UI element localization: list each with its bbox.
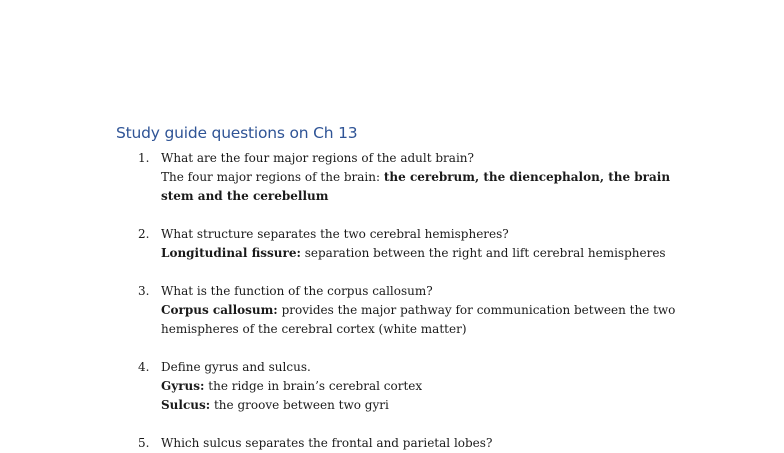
question-text: What are the four major regions of the adult brain? <box>161 151 474 165</box>
answer-text: the groove between two gyri <box>210 398 389 412</box>
answer-term: Gyrus: <box>161 379 205 393</box>
question-text: What is the function of the corpus callosum? <box>161 284 433 298</box>
answer-text: hemispheres of the cerebral cortex (white matter) <box>161 322 467 336</box>
question-number: 5. <box>138 436 150 450</box>
question-text: What structure separates the two cerebral hemispheres? <box>161 227 509 241</box>
answer-line <box>161 396 422 415</box>
question-body <box>161 149 670 206</box>
question-body <box>161 358 422 415</box>
page-title: Study guide questions on Ch 13 <box>116 124 358 142</box>
answer-line <box>161 168 670 187</box>
question-number: 1. <box>138 151 150 165</box>
answer-line <box>161 244 666 263</box>
question-number: 2. <box>138 227 150 241</box>
question-body <box>161 282 675 339</box>
question-text: Define gyrus and sulcus. <box>161 360 311 374</box>
answer-term: Longitudinal fissure: <box>161 246 301 260</box>
answer-bold-text: stem and the cerebellum <box>161 189 329 203</box>
answer-text: separation between the right and lift cerebral hemispheres <box>300 246 666 260</box>
answer-line <box>161 377 422 396</box>
question-body <box>161 434 492 453</box>
answer-text: the ridge in brain’s cerebral cortex <box>204 379 423 393</box>
answer-text: The four major regions of the brain: <box>161 170 384 184</box>
question-body <box>161 225 666 263</box>
question-number: 4. <box>138 360 150 374</box>
question-number: 3. <box>138 284 150 298</box>
question-text: Which sulcus separates the frontal and parietal lobes? <box>161 436 493 450</box>
answer-text: provides the major pathway for communication between the two <box>277 303 676 317</box>
answer-term: Sulcus: <box>161 398 211 412</box>
answer-term: Corpus callosum: <box>161 303 278 317</box>
answer-line <box>161 301 675 320</box>
answer-bold-text: the cerebrum, the diencephalon, the brain <box>383 170 671 184</box>
